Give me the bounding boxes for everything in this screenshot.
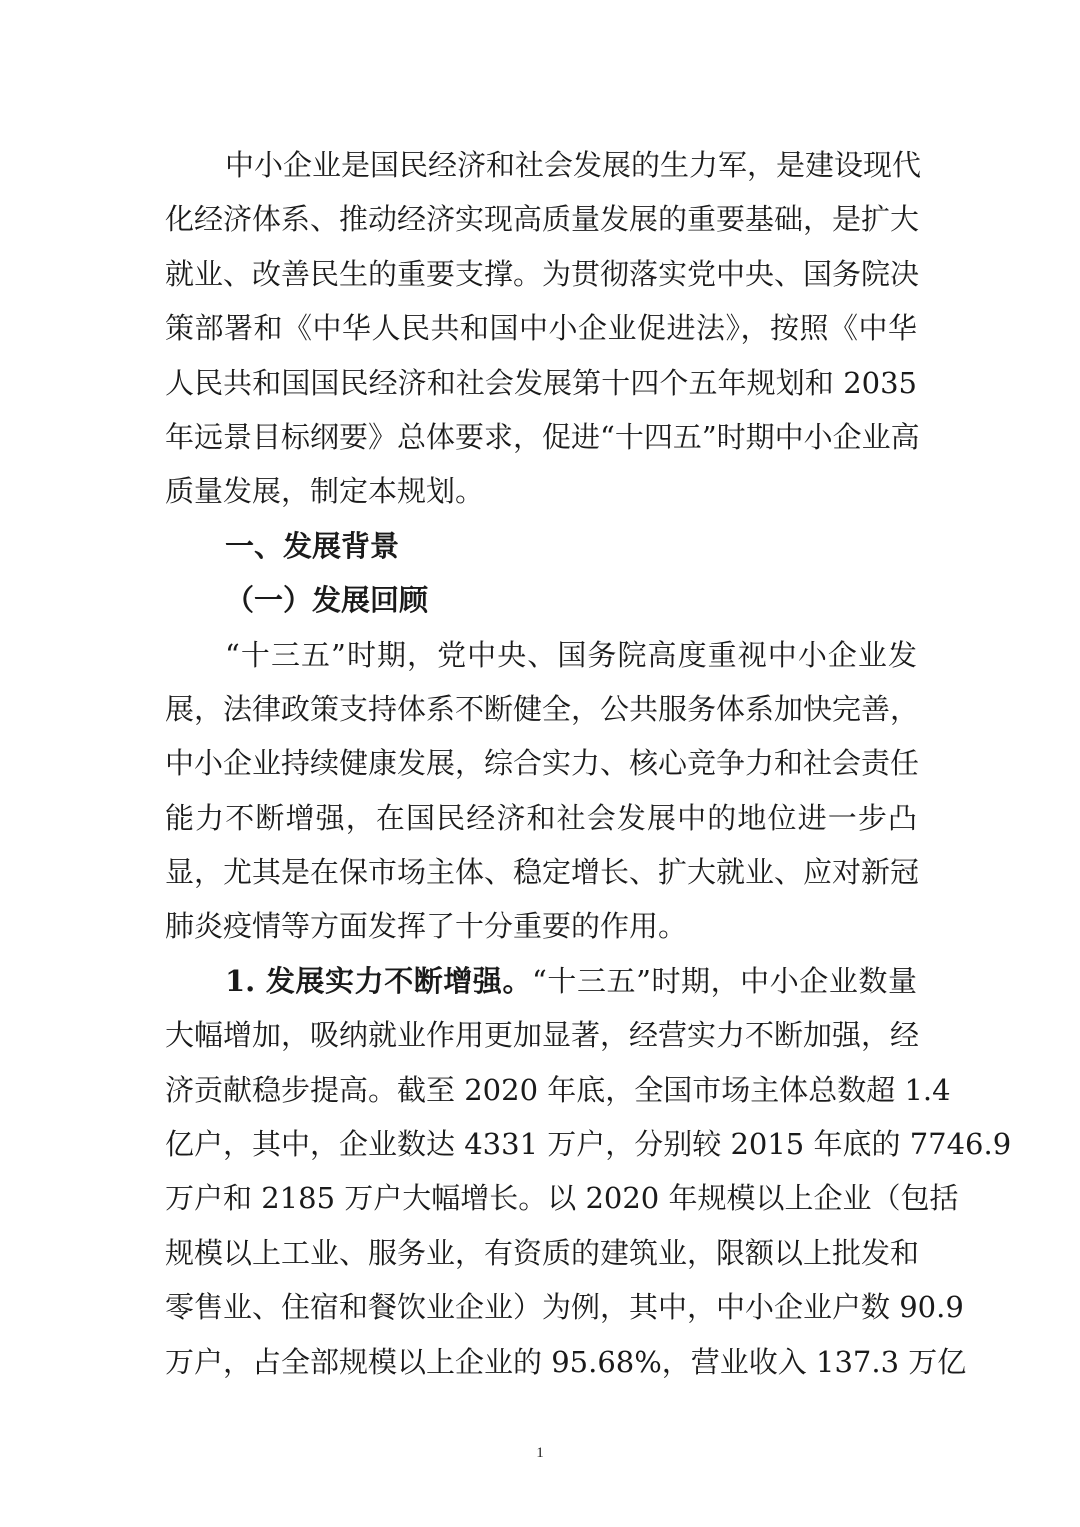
text-line	[165, 736, 920, 790]
paragraph	[165, 138, 922, 519]
text-line	[165, 1008, 920, 1062]
line-text: 一、发展背景	[225, 528, 400, 563]
line-text: 就业、改善民生的重要支撑。为贯彻落实党中央、国务院决	[165, 256, 920, 291]
line-text: 亿户，其中，企业数达 4331 万户，分别较 2015 年底的 7746.9	[165, 1127, 1012, 1162]
text-line	[165, 519, 917, 573]
line-text: 化经济体系、推动经济实现高质量发展的重要基础，是扩大	[165, 202, 920, 237]
line-text: 零售业、住宿和餐饮业企业）为例，其中，中小企业户数 90.9	[165, 1290, 964, 1325]
line-text: 中小企业是国民经济和社会发展的生力军，是建设现代	[225, 148, 922, 182]
text-line	[165, 628, 917, 682]
text-line	[165, 138, 922, 192]
text-line	[165, 464, 917, 518]
page-number: 1	[536, 1445, 544, 1461]
subheading	[165, 573, 917, 627]
text-line	[165, 1335, 967, 1389]
text-line	[165, 1063, 951, 1117]
document-body	[165, 138, 1012, 1389]
line-text: 大幅增加，吸纳就业作用更加显著，经营实力不断加强，经	[165, 1018, 920, 1053]
line-text: 策部署和《中华人民共和国中小企业促进法》，按照《中华	[165, 311, 917, 346]
line-text: 肺炎疫情等方面发挥了十分重要的作用。	[165, 909, 688, 944]
line-text: “十三五”时期，中小企业数量	[532, 963, 917, 998]
line-text: 万户和 2185 万户大幅增长。以 2020 年规模以上企业（包括	[165, 1181, 959, 1216]
text-line	[165, 1171, 959, 1225]
line-text: 人民共和国国民经济和社会发展第十四个五年规划和 2035	[165, 365, 917, 400]
text-line	[165, 1226, 920, 1280]
line-text: 规模以上工业、服务业，有资质的建筑业，限额以上批发和	[165, 1235, 920, 1270]
line-text: （一）发展回顾	[225, 583, 429, 618]
text-line	[165, 1280, 964, 1334]
lead-phrase: 1. 发展实力不断增强。	[225, 963, 533, 998]
text-line	[165, 573, 917, 627]
text-line	[165, 1117, 1012, 1171]
line-text: “十三五”时期，党中央、国务院高度重视中小企业发	[225, 637, 917, 672]
text-line	[165, 192, 920, 246]
text-line	[165, 301, 917, 355]
text-line	[165, 682, 920, 736]
line-text: 济贡献稳步提高。截至 2020 年底，全国市场主体总数超 1.4	[165, 1072, 951, 1107]
text-line	[165, 410, 920, 464]
text-line	[165, 356, 917, 410]
text-line	[165, 247, 920, 301]
line-text: 展，法律政策支持体系不断健全，公共服务体系加快完善，	[165, 691, 920, 726]
paragraph	[165, 954, 1012, 1389]
line-text: 质量发展，制定本规划。	[165, 474, 485, 509]
text-line	[165, 954, 917, 1008]
line-text: 万户，占全部规模以上企业的 95.68%，营业收入 137.3 万亿	[165, 1344, 967, 1379]
line-text: 年远景目标纲要》总体要求，促进“十四五”时期中小企业高	[165, 419, 920, 454]
text-line	[165, 899, 917, 953]
line-text: 显，尤其是在保市场主体、稳定增长、扩大就业、应对新冠	[165, 855, 920, 890]
heading	[165, 519, 917, 573]
text-line	[165, 791, 917, 845]
line-text: 中小企业持续健康发展，综合实力、核心竞争力和社会责任	[165, 746, 920, 781]
paragraph	[165, 628, 920, 954]
text-line	[165, 845, 920, 899]
line-text: 能力不断增强，在国民经济和社会发展中的地位进一步凸	[165, 800, 917, 835]
